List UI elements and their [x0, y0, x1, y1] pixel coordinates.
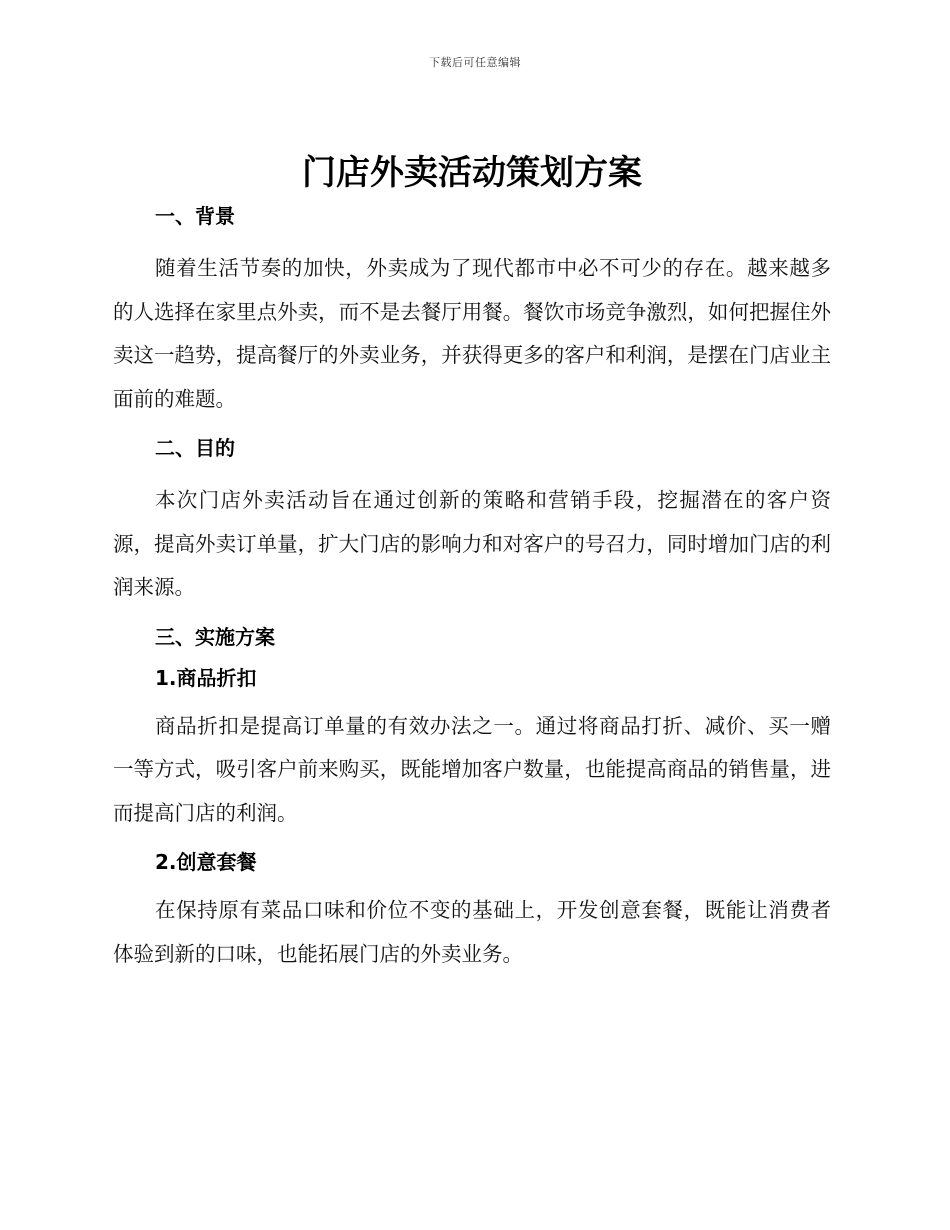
- section-heading-purpose: 二、目的: [155, 436, 235, 460]
- paragraph-creative-combo: 在保持原有菜品口味和价位不变的基础上，开发创意套餐，既能让消费者体验到新的口味，也能拓展门店的外卖业务。: [113, 898, 831, 966]
- document-title: 门店外卖活动策划方案: [302, 153, 642, 193]
- document-body: [113, 150, 831, 976]
- paragraph-background: 随着生活节奏的加快，外卖成为了现代都市中必不可少的存在。越来越多的人选择在家里点外卖，而不是去餐厅用餐。餐饮市场竞争激烈，如何把握住外卖这一趋势，提高餐厅的外卖业务，并获得更多的客户和利润，是摆在门店业主面前的难题。: [113, 256, 831, 411]
- section-heading-background: 一、背景: [155, 204, 235, 228]
- header-note: 下载后可任意编辑: [429, 56, 521, 69]
- section-heading-implementation: 三、实施方案: [155, 624, 275, 649]
- subsection-heading-creative-combo: 2.创意套餐: [155, 850, 257, 874]
- subsection-heading-discount: 1.商品折扣: [155, 665, 257, 690]
- paragraph-discount: 商品折扣是提高订单量的有效办法之一。通过将商品打折、减价、买一赠一等方式，吸引客户前来购买，既能增加客户数量，也能提高商品的销售量，进而提高门店的利润。: [113, 713, 831, 825]
- paragraph-purpose: 本次门店外卖活动旨在通过创新的策略和营销手段，挖掘潜在的客户资源，提高外卖订单量，扩大门店的影响力和对客户的号召力，同时增加门店的利润来源。: [113, 488, 831, 599]
